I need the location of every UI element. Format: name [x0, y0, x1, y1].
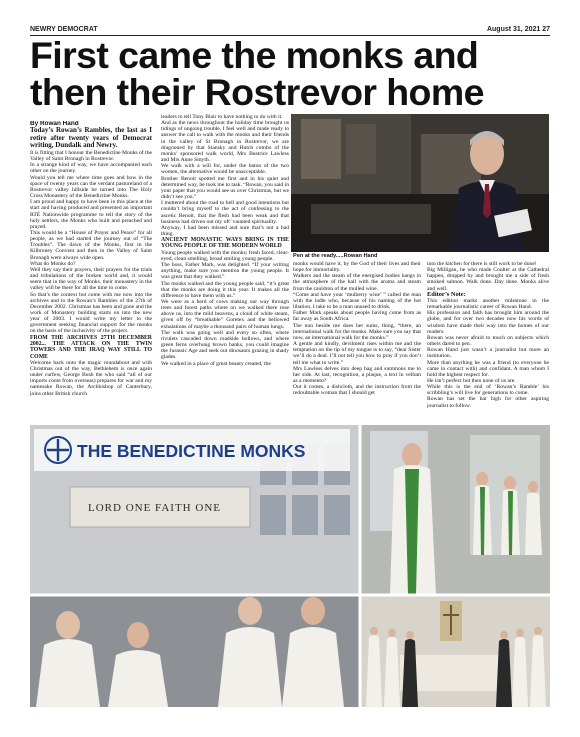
paragraph: Out it comes, a dishcloth, and the instruction from the redoubtable woman that I should get — [293, 384, 421, 397]
author-photo — [291, 114, 549, 252]
author-photo-image — [291, 114, 549, 252]
paragraph: monks would have it, by the God of their lives and their hope for immortality. — [293, 261, 421, 274]
article-column-3 — [293, 261, 421, 422]
banner-title: THE BENEDICTINE MONKS — [77, 441, 306, 461]
monks-collage-image — [30, 425, 550, 707]
paragraph: Brother Benoit spotted me first and in his quiet and determined way, he took me to task. “Rowan, you said in your paper that you would see us over Christmas, but we didn’t see you.” — [161, 175, 289, 201]
paragraph: And as the news throughout the holiday time brought us tidings of ongoing trouble, I feel well and made ready to answer the call to walk with the monks and their friends in the valley of St Bronagh in Rostrevor, we are dragooned by that Stansky and Hutch combo of the monks’ sponsored walk world, Mrs Beatrice Lawless and Mrs Anne Smyth. — [161, 120, 289, 164]
paragraph: We were as a herd of cows making our way through trees and forest paths where on we walked there rose above us, into the mild heavens, a cloud of white steam, given off by “breathable” Goretex and the bellowed exhalations of maybe a thousand pairs of human lungs. — [161, 298, 289, 330]
paragraph: What do Monks do? — [30, 260, 76, 267]
paragraph: Anyway, I had been missed and sure that’s not a bad thing. — [161, 224, 289, 237]
paragraph: In a strange kind of way, we have accompanied each other on the journey. — [30, 162, 152, 175]
paragraph: A gentle and kindly, devilment rises within me and the temptation on the tip of my tongue is to say, “dear Sister we’ll do a deal. I’ll not tell you how to pray if you don’t tell me what to write.” — [293, 341, 421, 366]
paragraph: Father Mark speaks about people having come from as far away as South Africa. — [293, 310, 421, 323]
paragraph: We walked in a place of great beauty created, the — [161, 360, 271, 367]
subheading: FROM THE ARCHIVES 27TH DECEMBER 2002... THE ATTACK ON THE TWIN TOWERS AND THE IRAQ WAY STILL TO COME — [30, 334, 152, 360]
paragraph: Would you tell me where time goes and how in the space of twenty years can the verdant pastureland of a Rostrevor valley hillside be turned into The Holy Cross Monastery of the Benedictine Monks. — [30, 174, 152, 200]
paragraph: Rowan Hand just wasn’t a journalist but more an institution. — [427, 347, 549, 360]
paragraph: Rowan was never afraid to touch on subjects which others dared to pen. — [427, 334, 549, 348]
byline: By Rowan Hand — [30, 121, 79, 127]
paragraph: Mrs Lawless delves into deep bag and summons me to her side. At last, recognition, a plaque, a text in vellum as a memento? — [293, 365, 421, 384]
paragraph: Rowan has set the bar high for other aspiring journalist to follow. — [427, 396, 549, 409]
article-column-1 — [30, 121, 152, 421]
paragraph: He isn’t perfect but then none of us are. — [427, 377, 516, 384]
article-column-2 — [161, 114, 289, 422]
masthead-paper-name: NEWRY DEMOCRAT — [30, 26, 98, 33]
plaque-text: LORD ONE FAITH ONE — [88, 502, 221, 514]
paragraph: His profession and faith has brought him around the globe, and for over two decades now his words of wisdom have made their way into the homes of our readers. — [427, 310, 549, 335]
paragraph: So that’s the context but come with me now into the archives and to the Rowan’s Rambles of the 27th of December 2002. Christmas has been and gone and the work of Monastery building starts on into the new year of 2003. I would write my letter to the government seeking financial support for the monks on the basis of the inclusivity of the project. — [30, 291, 152, 335]
paragraph: Big Milligan, he who made Coulter at the Cathedral happen, dropped by and brought me a side of fresh smoked salmon. Walk done. Day done. Monks alive and well. — [427, 267, 549, 292]
paragraph: I am proud and happy to have been in this place at the start and having produced and presented an important RTÉ Nationwide programme to tell the story of the holy settlers, the Monks who built and preached and prayed. — [30, 199, 152, 230]
paragraph: Well they say their prayers, their prayers for the trials and tribulations of the broken world and, it would seem that in the way of Monks, their monastery in the valley will be there for all the time to come. — [30, 266, 152, 292]
paragraph: The monks walked and the young people said, “it’s great that the monks are doing it this year. It makes all the difference to have them with us.” — [161, 280, 289, 299]
monks-photo-collage — [30, 425, 550, 707]
paragraph: Young people walked with the monks; fresh faced, clear-eyed, clean smelling, broad smiling young people. — [161, 249, 289, 262]
editors-note-heading: Editor’s Note: — [427, 290, 466, 298]
headline: First came the monks and then their Rostrevor home — [30, 34, 484, 113]
paragraph: While this is the end of ‘Rowan’s Ramble’ his scribbling’s will live for generations to come. — [427, 384, 549, 397]
article-column-4 — [427, 261, 549, 422]
subheading: ANCIENT MONASTIC WAYS BRING IN THE YOUNG PEOPLE OF THE MODERN WORLD — [161, 237, 289, 250]
paragraph: “Come and have your ‘mulberry wine’ ” called the man with the ladle who, because of his naming of the hot libation, I take to be a man unused to drink. — [293, 291, 421, 311]
paragraph: This edition marks another milestone in the remarkable journalistic career of Rowan Hand. — [427, 297, 549, 311]
paragraph: The walk was going well and every so often, where rivulets cascaded down roadside hollows, and where green ferns overhung brown banks, you could imagine the Jurassic Age and seek out dinosaurs grazing in shady glades. — [161, 329, 289, 361]
paragraph: The nun beside me does her sums, thing, “there, an international walk for the monks. Make sure you say that now, an international walk for the monks.” — [293, 322, 421, 341]
masthead-date-page: August 31, 2021 27 — [486, 26, 550, 33]
paragraph: It is fitting that I honour the Benedictine Monks of the Valley of Saint Bronagh in Rostrevor. — [30, 149, 152, 163]
author-photo-caption: Pen at the ready.....Rowan Hand — [293, 253, 378, 259]
paragraph: Welcome back onto the magic roundabout and with Christmas out of the way, Bethlehem is once again under curfew, George Bush the who said “all of our imports come from overseas) prepares for war and my namesake Rowan, the Archbishop of Canterbury, joins other British church — [30, 359, 152, 397]
paragraph: I muttered about the road to hell and good intentions but couldn’t bring myself to the act of confessing to the ascetic Benoit, that the flesh had been weak and that business had driven out my oft’ vaunted spirituality. — [161, 200, 289, 225]
paragraph: Walkers and the steam of the energised bodies hangs in the atmosphere of the hall with the aroma and steam from the cauldron of the mulled wine. — [293, 273, 421, 292]
paragraph: We walk with a will for, under the baton of the two women, the alternative would be unacceptable. — [161, 163, 289, 176]
paragraph: The boss, Father Mark, was delighted. “If your writing anything, make sure you mention the young people. It was great that they walked.” — [161, 262, 289, 281]
paragraph: This would be a “House of Prayer and Peace” for all people, as we had started the journey out of “The Troubles”. The dawn of the Monks, first in the Kilbroney Convent and then in the Valley of Saint Bronagh were always wide open. — [30, 229, 152, 261]
lede-paragraph: Today’s Rowan’s Rambles, the last as I retire after twenty years of Democrat writing, Dundalk and Newry. — [30, 126, 152, 150]
paragraph: into the kitchen for there is still work to be done! — [427, 261, 537, 267]
paragraph: leaders to tell Tony Blair to have nothing to do with it. — [161, 114, 283, 120]
paragraph: More than anything he was a friend (to everyone he came in contact with) and confidant. A man whom I hold the highest respect for. — [427, 359, 549, 378]
